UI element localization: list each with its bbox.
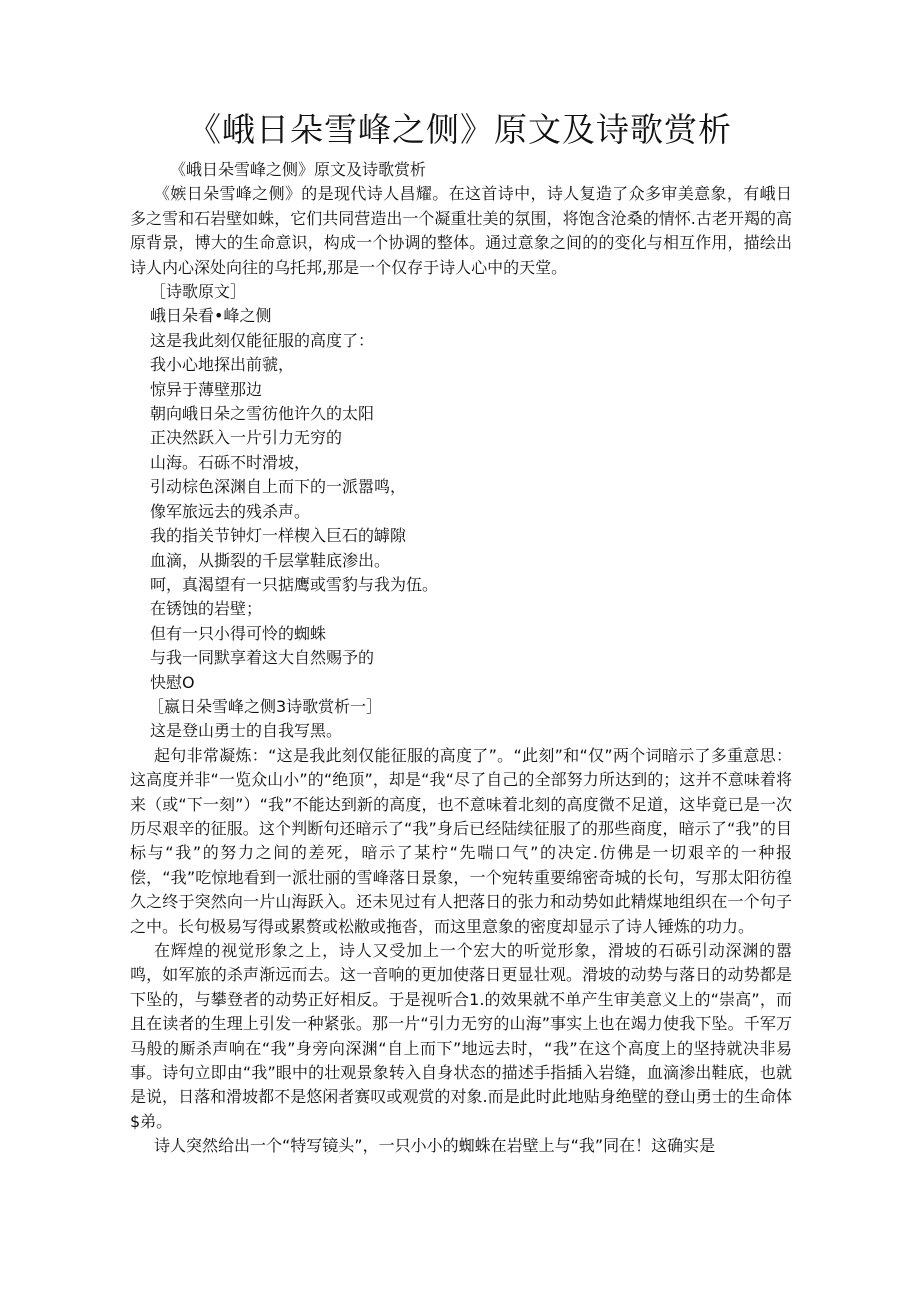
document-subtitle: 《峨日朵雪峰之侧》原文及诗歌赏析 [170,160,427,179]
poem-line: 这是我此刻仅能征服的高度了： [150,330,375,350]
poem-line: 山海。石砾不时滑坡， [150,452,311,472]
poem-line: 血滴，从撕裂的千层掌鞋底渗出。 [150,550,391,570]
document-title: 《峨日朵雪峰之侧》原文及诗歌赏析 [188,110,732,149]
poem-line: 呵，真渴望有一只掂鹰或雪豹与我为伍。 [150,574,439,594]
poem-line: 峨日朵看•峰之侧 [150,306,272,326]
poem-header: ［诗歌原文］ [150,282,247,302]
poem-line: 快慰O [150,672,195,692]
intro-paragraph [130,182,792,280]
poem-line: 与我一同默享着这大自然赐予的 [150,648,375,668]
poem-line: 我的指关节钟灯一样楔入巨石的罅隙 [150,526,407,546]
analysis-paragraph: 在辉煌的视觉形象之上，诗人又受加上一个宏大的听觉形象，滑坡的石砾引动深渊的嚣鸣，如军旅的杀声渐远而去。这一音响的更加使落日更显壮观。滑坡的动势与落日的动势都是下坠的，与攀登者的动势正好相反。于是视听合1.的效果就不单产生审美意义上的“崇高”，而且在读者的生理上引发一种紧张。那一片“引力无穷的山海”事实上也在竭力使我下坠。千军万马般的厮杀声响在“我”身旁向深渊“自上而下”地远去时，“我”在这个高度上的坚持就决非易事。诗句立即由“我”眼中的壮观景象转入自身状态的描述手指插入岩缝，血滴渗出鞋底，也就是说，日落和滑坡都不是悠闲者赛叹或观赏的对象.而是此时此地贴身绝壁的登山勇士的生命体$弟。 [130,941,792,1131]
analysis-paragraph: 起句非常凝炼：“这是我此刻仅能征服的高度了”。“此刻”和“仅”两个词暗示了多重意思：这高度并非“一览众山小”的“绝顶”，却是“我“尽了自己的全部努力所达到的；这并不意味着将来（或“下一刻”）“我”不能达到新的高度，也不意味着北刻的高度微不足道，这毕竟已是一次历尽艰辛的征服。这个判断句还暗示了“我”身后已经陆续征服了的那些商度，暗示了“我”的目标与“我”的努力之间的差死，暗示了某柠“先喘口气”的决定.仿佛是一切艰辛的一种报偿，“我”吃惊地看到一派壮丽的雪峰落日景象，一个宛转重要绵密奇城的长句，写那太阳彷徨久之终于突然向一片山海跃入。还未见过有人把落日的张力和动势如此精煤地组织在一个句子之中。长句极易写得或累赘或松敝或拖沓，而这里意象的密度却显示了诗人锤炼的功力。 [130,745,792,936]
analysis-paragraphs [130,744,792,1159]
poem-line: 但有一只小得可怜的蜘蛛 [150,623,327,643]
poem-line: 引动棕色深渊自上而下的一派嚣鸣， [150,477,407,497]
poem-line: 在锈蚀的岩壁； [150,599,263,619]
poem-line: 朝向峨日朵之雪彷他许久的太阳 [150,404,375,424]
poem-line: 正决然跃入一片引力无穷的 [150,428,343,448]
poem-text [130,304,792,695]
analysis-paragraph: 诗人突然给出一个“特写镜头”，一只小小的蜘蛛在岩壁上与“我”同在！这确实是 [154,1136,716,1156]
document-body [130,158,792,1159]
poem-line: 像军旅远去的残杀声。 [150,501,311,521]
poem-line: 我小心地探出前虢， [150,355,295,375]
analysis-header: ［嬴日朵雪峰之侧3诗歌赏析一］ [148,696,383,716]
intro-text: 《嫉日朵雪峰之侧》的是现代诗人昌耀。在这首诗中，诗人复造了众多审美意象，有峨日多之雪和石岩壁如蛛，它们共同营造出一个凝重壮美的氛围，将饱含沧桑的情怀.古老开羯的高原背景，博大的生命意识，构成一个协调的整体。通过意象之间的的变化与相互作用，描绘出诗人内心深处向往的乌托邦,那是一个仅存于诗人心中的天堂。 [130,184,792,277]
analysis-first-line: 这是登山勇士的自我写黑。 [150,721,343,741]
poem-line: 惊异于薄壁那边 [150,379,263,399]
